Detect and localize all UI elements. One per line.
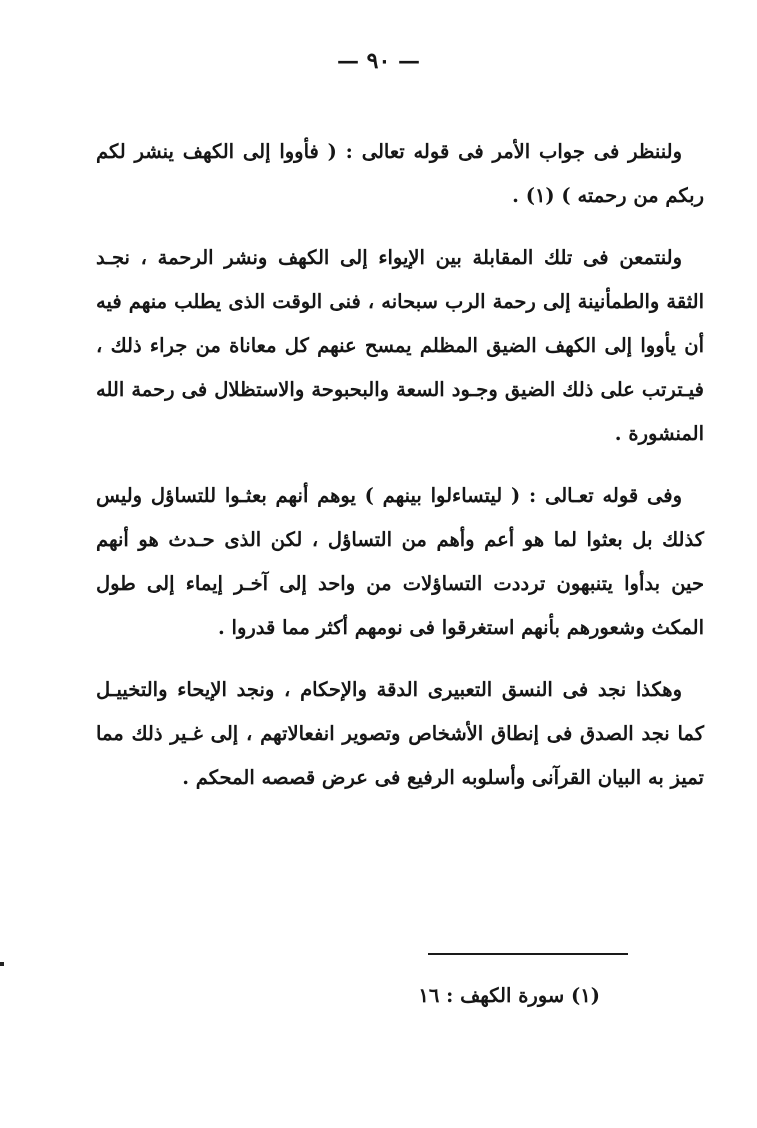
body-text [96,130,704,800]
margin-mark [0,962,4,966]
paragraph: ولنتمعن فى تلك المقابلة بين الإيواء إلى الكهف ونشر الرحمة ، نجـد الثقة والطمأنينة إلى رحمة الرب سبحانه ، فنى الوقت الذى يطلب منهم فيه أن يأووا إلى الكهف الضيق المظلم يمسح عنهم كل معاناة من جراء ذلك ، فيـترتب على ذلك الضيق وجـود السعة والبحبوحة والاستظلال فى رحمة الله المنشورة . [96,246,704,445]
paragraph: ولننظر فى جواب الأمر فى قوله تعالى : ( فأووا إلى الكهف ينشر لكم ربكم من رحمته ) (١) . [96,140,704,207]
paragraph: وهكذا نجد فى النسق التعبيرى الدقة والإحكام ، ونجد الإيحاء والتخييـل كما نجد الصدق فى إنطاق الأشخاص وتصوير انفعالاتهم ، إلى غـير ذلك مما تميز به البيان القرآنى وأسلوبه الرفيع فى عرض قصصه المحكم . [96,678,704,789]
paragraph: وفى قوله تعـالى : ( ليتساءلوا بينهم ) يوهم أنهم بعثـوا للتساؤل وليس كذلك بل بعثوا لما هو أعم وأهم من التساؤل ، لكن الذى حـدث هو أنهم حين بدأوا يتنبهون ترددت التساؤلات من واحد إلى آخـر إيماء إلى طول المكث وشعورهم بأنهم استغرقوا فى نومهم أكثر مما قدروا . [96,484,704,639]
footnote-separator [428,953,628,955]
footnote: (١) سورة الكهف : ١٦ [418,984,600,1007]
page-number: — ٩٠ — [337,48,420,74]
